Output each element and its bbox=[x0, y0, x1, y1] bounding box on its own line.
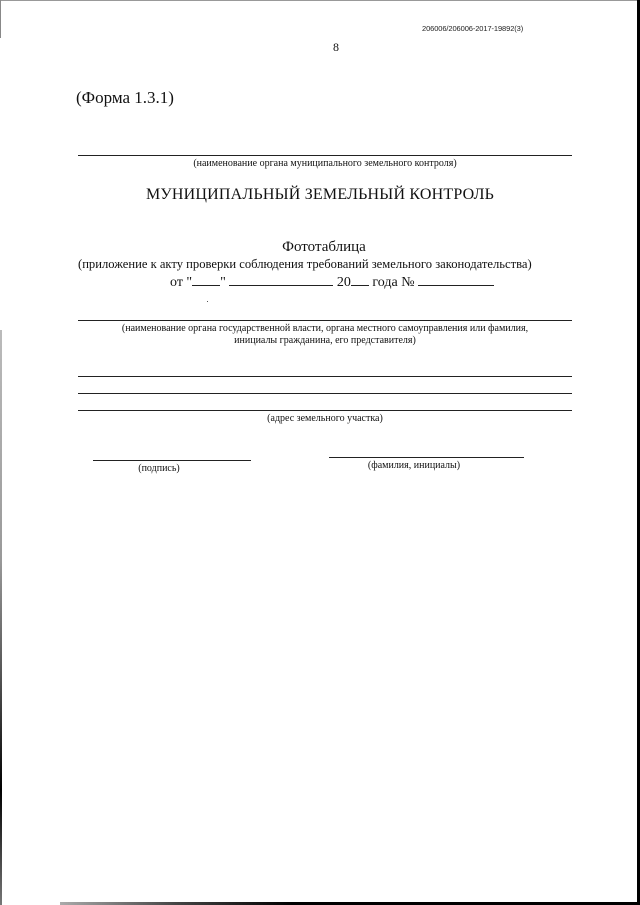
inspected-party-field-line[interactable] bbox=[78, 320, 572, 321]
year-prefix: 20 bbox=[336, 275, 351, 290]
address-field-line-2[interactable] bbox=[78, 393, 572, 394]
signature-caption: (подпись) bbox=[138, 463, 180, 474]
year-field[interactable] bbox=[351, 273, 369, 286]
date-line bbox=[170, 273, 494, 291]
scan-edge-left-bottom bbox=[0, 330, 2, 905]
scan-edge-left-top bbox=[0, 0, 1, 38]
scan-edge-top bbox=[0, 0, 640, 1]
month-field[interactable] bbox=[229, 273, 333, 286]
control-body-caption: (наименование органа муниципального земельного контроля) bbox=[193, 158, 457, 169]
subtitle: Фототаблица bbox=[282, 239, 366, 255]
registry-code: 206006/206006-2017-19892(3) bbox=[422, 24, 524, 33]
date-prefix: от " bbox=[170, 275, 193, 290]
control-body-field-line[interactable] bbox=[78, 155, 572, 156]
act-number-field[interactable] bbox=[418, 273, 494, 286]
inspected-party-caption-line1: (наименование органа государственной власти, органа местного самоуправления или фамилия, bbox=[121, 323, 529, 334]
name-caption: (фамилия, инициалы) bbox=[367, 460, 461, 471]
page-number: 8 bbox=[333, 40, 339, 54]
year-suffix: года № bbox=[372, 275, 415, 290]
address-field-line-3[interactable] bbox=[78, 410, 572, 411]
form-label: (Форма 1.3.1) bbox=[76, 88, 174, 107]
date-quote-close: " bbox=[220, 275, 226, 290]
main-title: МУНИЦИПАЛЬНЫЙ ЗЕМЕЛЬНЫЙ КОНТРОЛЬ bbox=[145, 186, 495, 203]
signature-field-line[interactable] bbox=[93, 460, 251, 461]
day-field[interactable] bbox=[192, 273, 220, 286]
scan-speck bbox=[207, 301, 208, 302]
appendix-note: (приложение к акту проверки соблюдения требований земельного законодательства) bbox=[78, 257, 532, 271]
address-field-line-1[interactable] bbox=[78, 376, 572, 377]
name-field-line[interactable] bbox=[329, 457, 524, 458]
address-caption: (адрес земельного участка) bbox=[267, 413, 383, 424]
inspected-party-caption-line2: инициалы гражданина, его представителя) bbox=[234, 335, 416, 346]
